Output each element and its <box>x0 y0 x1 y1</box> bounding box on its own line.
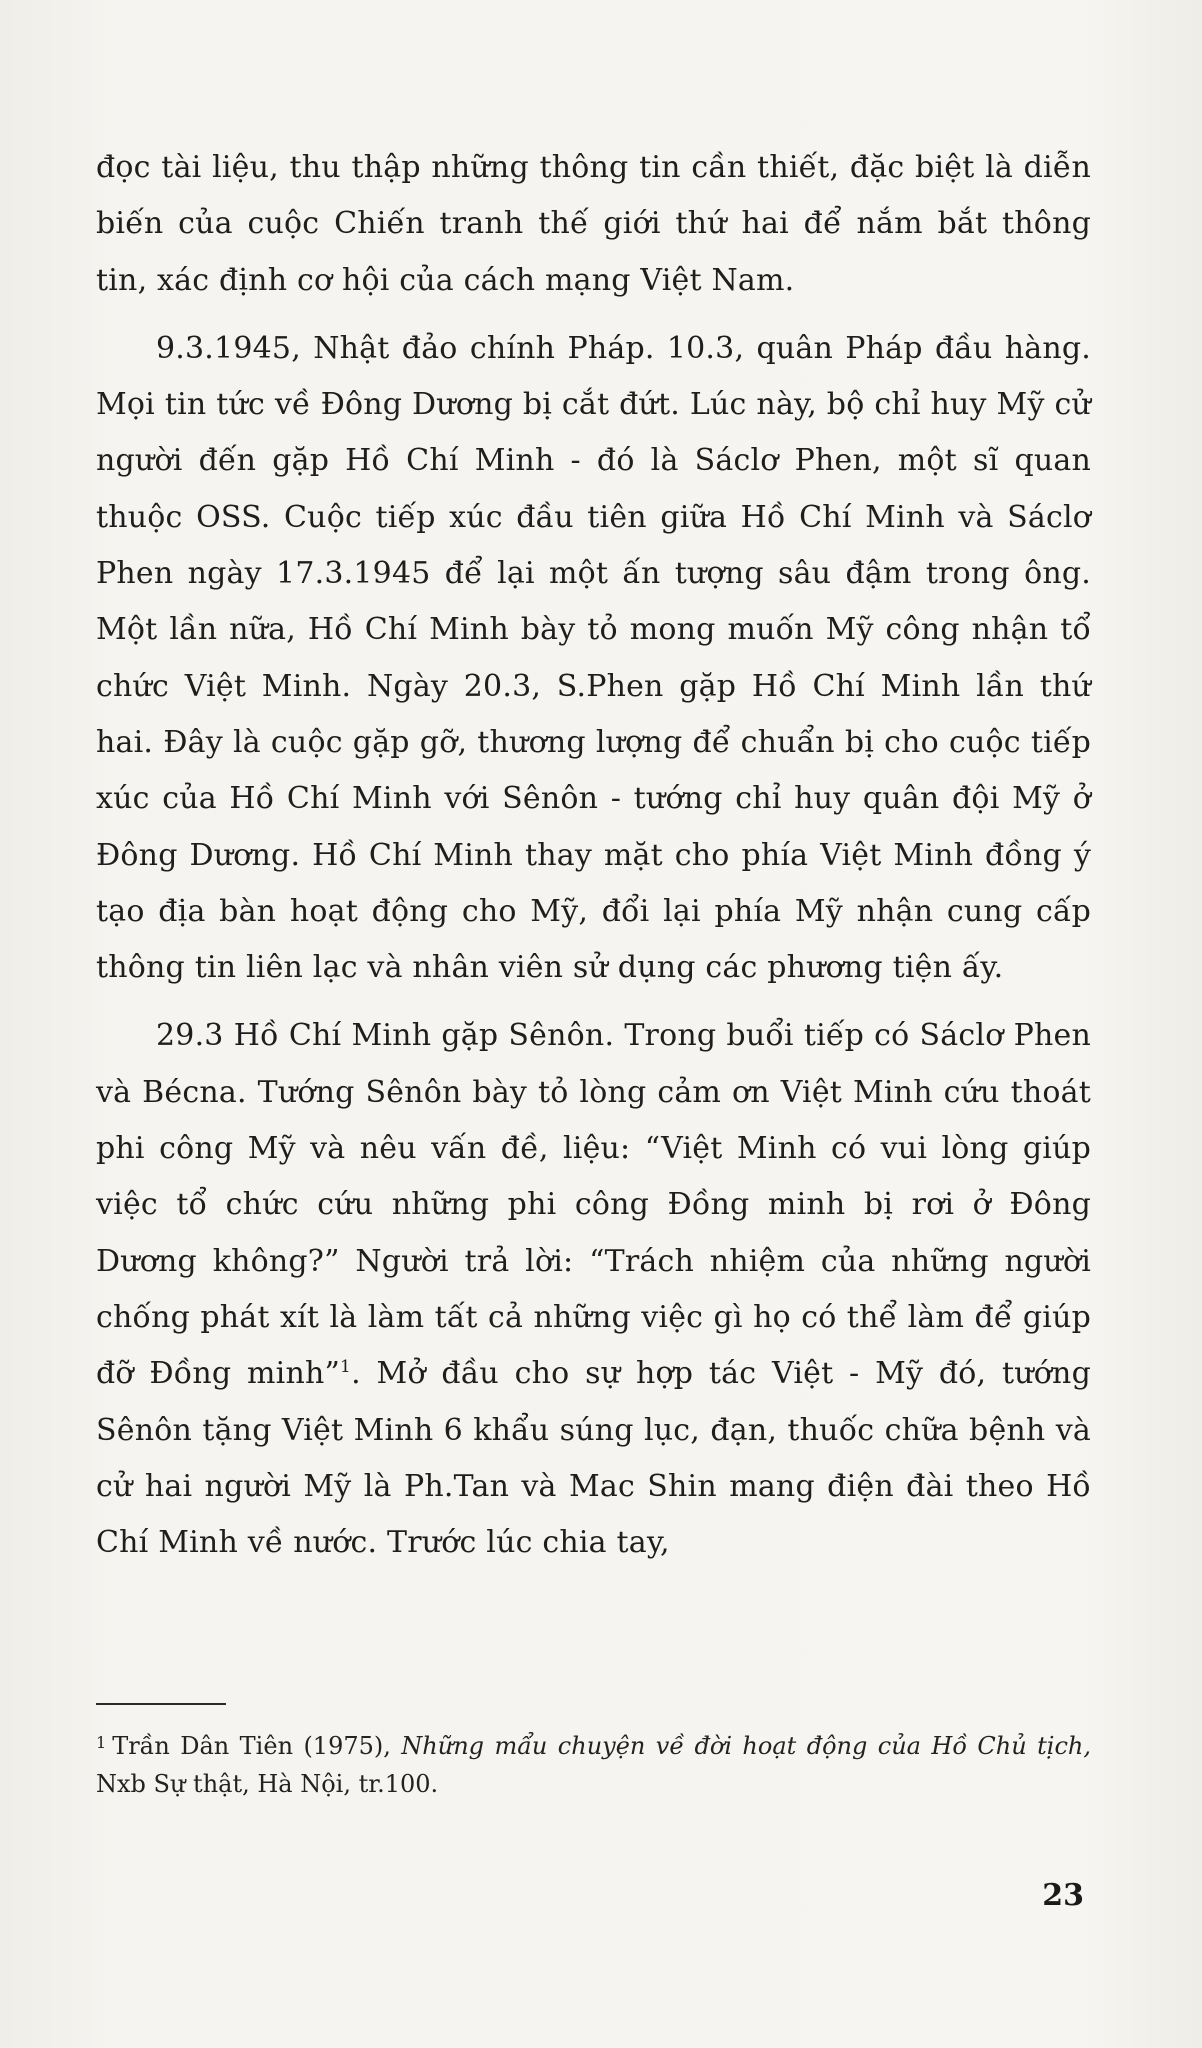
footnote-publisher: Nxb Sự thật, Hà Nội, tr.100. <box>96 1770 439 1798</box>
footnote <box>96 1724 1091 1803</box>
footnote-marker: 1 <box>96 1733 107 1752</box>
paragraph-3-text: 29.3 Hồ Chí Minh gặp Sênôn. Trong buổi tiếp có Sáclơ Phen và Bécna. Tướng Sênôn bày tỏ lòng cảm ơn Việt Minh cứu thoát phi công Mỹ và nêu vấn đề, liệu: “Việt Minh có vui lòng giúp việc tổ chức cứu những phi công Đồng minh bị rơi ở Đông Dương không?” Người trả lời: “Trách nhiệm của những người chống phát xít là làm tất cả những việc gì họ có thể làm để giúp đỡ Đồng minh” <box>96 1018 1091 1392</box>
footnote-author: Trần Dân Tiên (1975), <box>112 1732 391 1760</box>
footnote-title: Những mẩu chuyện về đời hoạt động của Hồ Chủ tịch, <box>401 1732 1091 1760</box>
paragraph-1: đọc tài liệu, thu thập những thông tin cần thiết, đặc biệt là diễn biến của cuộc Chiến tranh thế giới thứ hai để nắm bắt thông tin, xác định cơ hội của cách mạng Việt Nam. <box>96 150 1091 298</box>
footnote-separator <box>96 1703 226 1705</box>
paragraph-2: 9.3.1945, Nhật đảo chính Pháp. 10.3, quân Pháp đầu hàng. Mọi tin tức về Đông Dương bị cắt đứt. Lúc này, bộ chỉ huy Mỹ cử người đến gặp Hồ Chí Minh - đó là Sáclơ Phen, một sĩ quan thuộc OSS. Cuộc tiếp xúc đầu tiên giữa Hồ Chí Minh và Sáclơ Phen ngày 17.3.1945 để lại một ấn tượng sâu đậm trong ông. Một lần nữa, Hồ Chí Minh bày tỏ mong muốn Mỹ công nhận tổ chức Việt Minh. Ngày 20.3, S.Phen gặp Hồ Chí Minh lần thứ hai. Đây là cuộc gặp gỡ, thương lượng để chuẩn bị cho cuộc tiếp xúc của Hồ Chí Minh với Sênôn - tướng chỉ huy quân đội Mỹ ở Đông Dương. Hồ Chí Minh thay mặt cho phía Việt Minh đồng ý tạo địa bàn hoạt động cho Mỹ, đổi lại phía Mỹ nhận cung cấp thông tin liên lạc và nhân viên sử dụng các phương tiện ấy. <box>96 330 1091 986</box>
paragraph-3 <box>96 1008 1091 1571</box>
page-number: 23 <box>1042 1878 1084 1913</box>
footnote-reference[interactable]: 1 <box>340 1357 352 1378</box>
paragraph-3-continuation: . Mở đầu cho sự hợp tác Việt - Mỹ đó, tướng Sênôn tặng Việt Minh 6 khẩu súng lục, đạn, thuốc chữa bệnh và cử hai người Mỹ là Ph.Tan và Mac Shin mang điện đài theo Hồ Chí Minh về nước. Trước lúc chia tay, <box>96 1356 1091 1561</box>
main-text <box>96 140 1091 1571</box>
